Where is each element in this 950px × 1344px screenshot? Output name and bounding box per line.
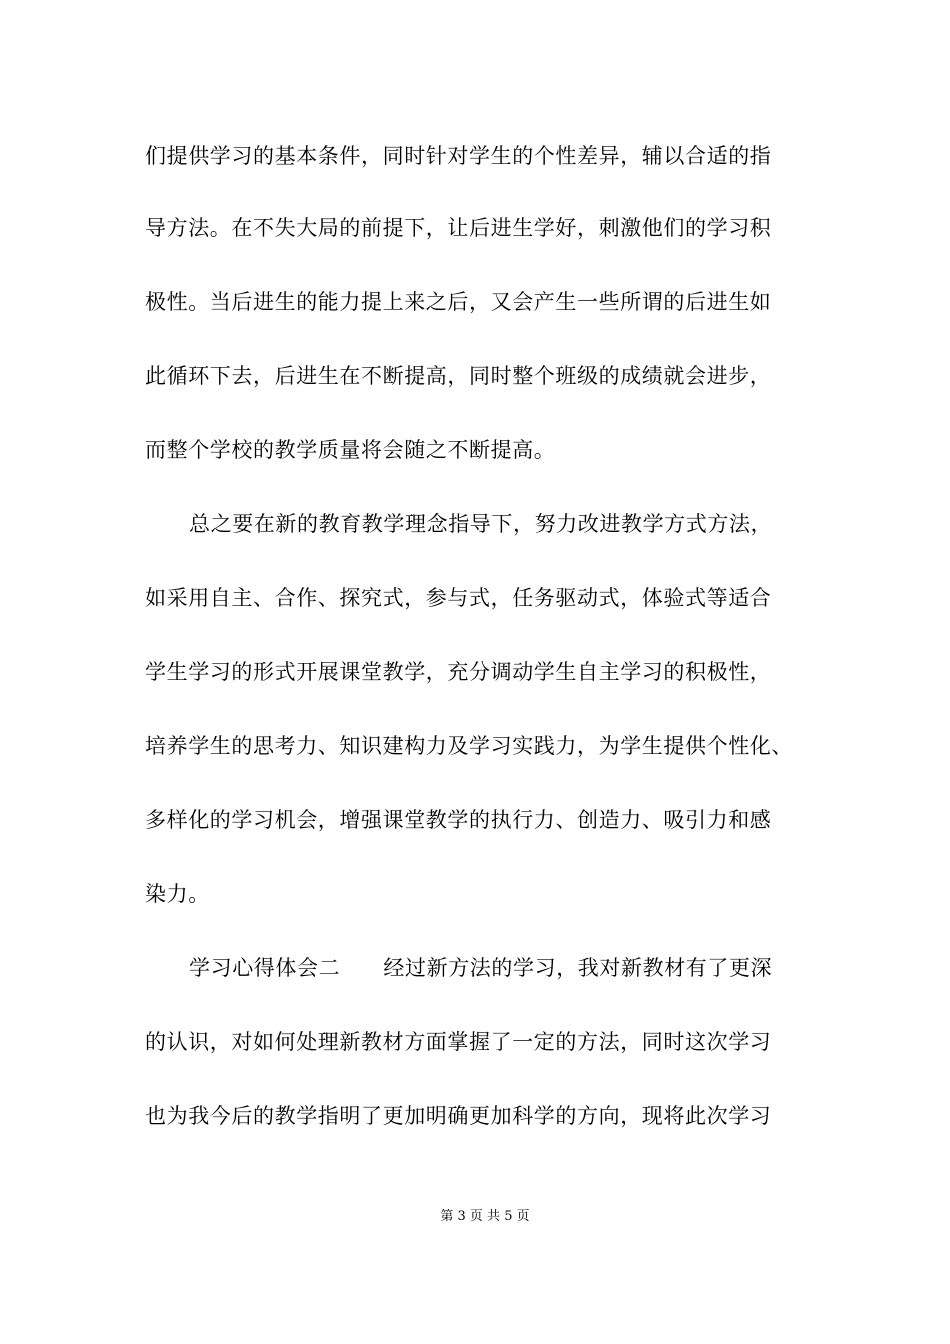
paragraph-line: 也为我今后的教学指明了更加明确更加科学的方向，现将此次学习: [145, 1104, 772, 1128]
paragraph-line: 总之要在新的教育教学理念指导下，努力改进教学方式方法，: [189, 512, 773, 536]
paragraph-line: 学生学习的形式开展课堂教学，充分调动学生自主学习的积极性，: [145, 660, 772, 684]
page-footer: [0, 1208, 950, 1226]
paragraph-line: 学习心得体会二 经过新方法的学习，我对新教材有了更深: [189, 956, 773, 980]
paragraph-line: 们提供学习的基本条件，同时针对学生的个性差异，辅以合适的指: [145, 144, 772, 168]
paragraph-line: 导方法。在不失大局的前提下，让后进生学好，刺激他们的学习积: [145, 216, 772, 240]
paragraph-line: 染力。: [145, 882, 210, 906]
page-number: 第 3 页 共 5 页: [440, 1209, 530, 1224]
paragraph-line: 多样化的学习机会，增强课堂教学的执行力、创造力、吸引力和感: [145, 808, 772, 832]
paragraph-line: 如采用自主、合作、探究式，参与式，任务驱动式，体验式等适合: [145, 586, 772, 610]
paragraph-line: 的认识，对如何处理新教材方面掌握了一定的方法，同时这次学习: [145, 1030, 772, 1054]
paragraph-line: 此循环下去，后进生在不断提高，同时整个班级的成绩就会进步，: [145, 364, 772, 388]
paragraph-line: 培养学生的思考力、知识建构力及学习实践力，为学生提供个性化、: [145, 734, 793, 758]
paragraph-line: 极性。当后进生的能力提上来之后，又会产生一些所谓的后进生如: [145, 290, 772, 314]
paragraph-line: 而整个学校的教学质量将会随之不断提高。: [145, 438, 556, 462]
